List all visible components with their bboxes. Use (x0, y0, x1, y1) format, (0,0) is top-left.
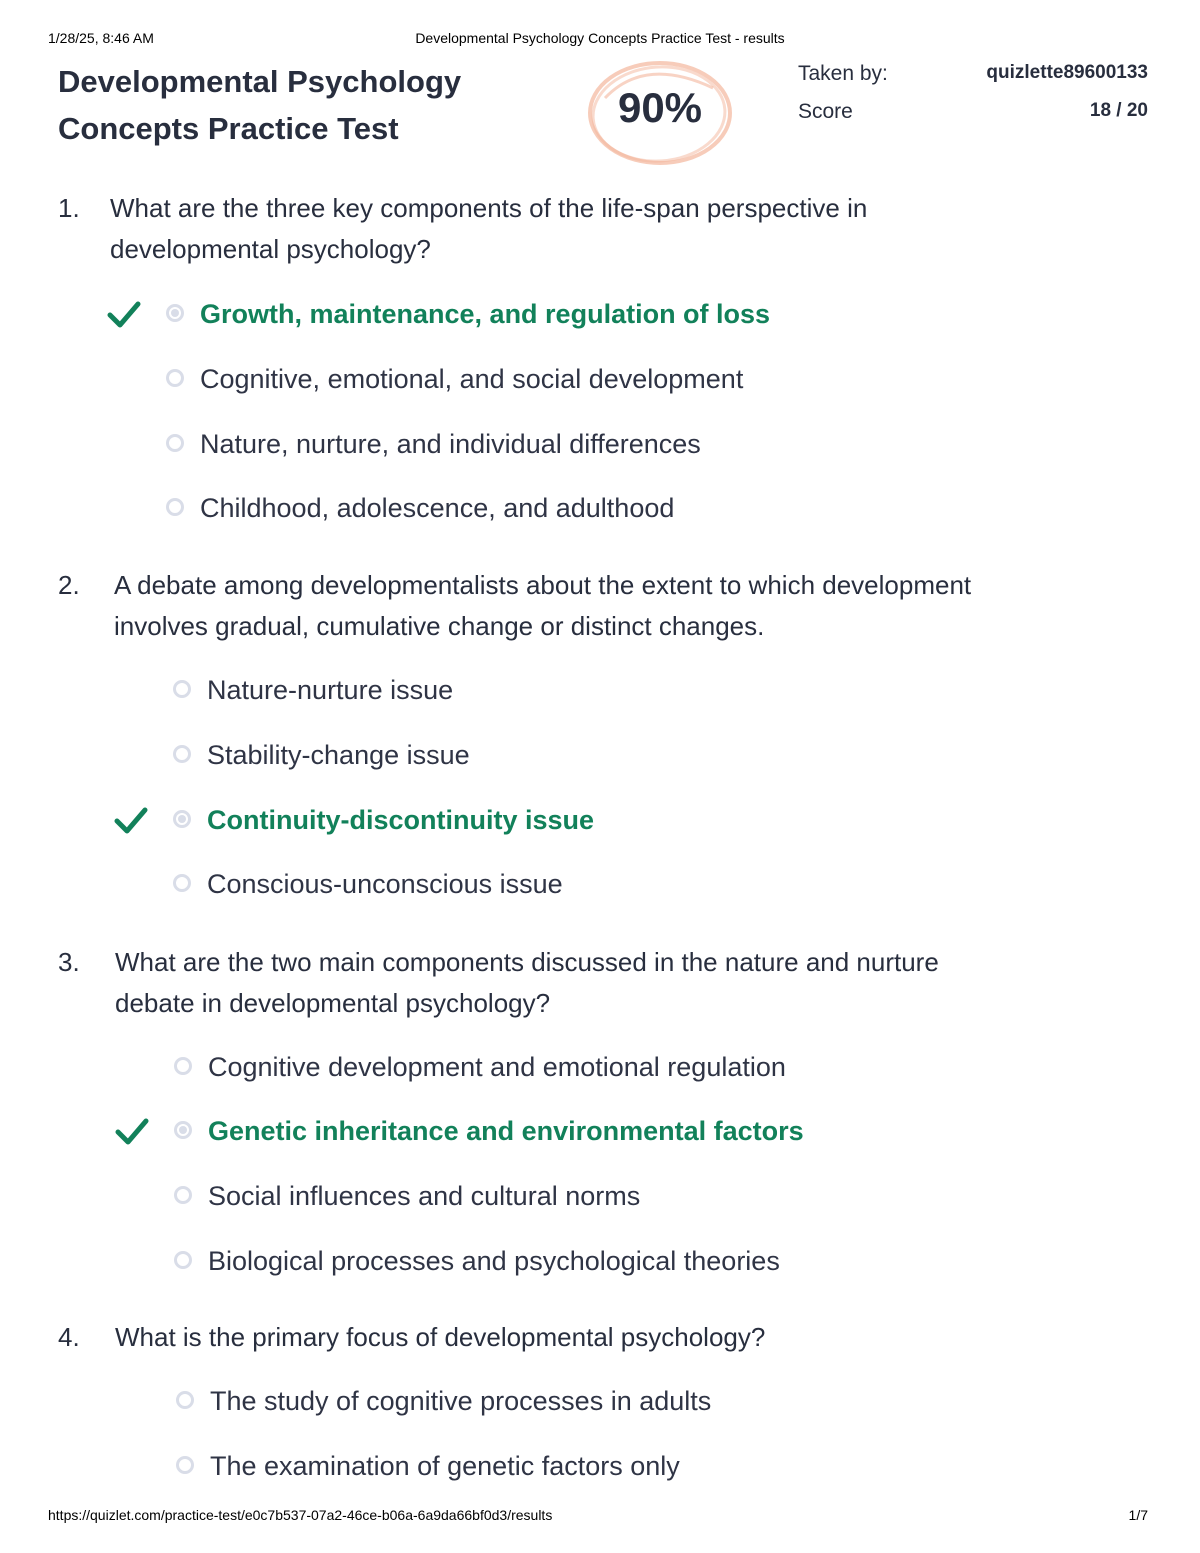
option-label: Childhood, adolescence, and adulthood (200, 493, 675, 523)
print-footer (0, 1507, 1200, 1527)
question-number: 1. (58, 193, 80, 223)
answer-option[interactable] (106, 359, 1106, 399)
check-icon (106, 294, 142, 334)
taken-by-row (798, 58, 1148, 96)
answer-option[interactable] (113, 800, 1113, 840)
quiz-title (58, 58, 558, 152)
print-page-number: 1/7 (1128, 1507, 1148, 1523)
quiz-title-line1: Developmental Psychology (58, 64, 462, 99)
answer-option[interactable] (113, 735, 1113, 775)
question-text-line1: What is the primary focus of developmental psychology? (115, 1322, 766, 1352)
question-text-line2: debate in developmental psychology? (115, 988, 551, 1018)
results-header (58, 58, 1148, 158)
question-number: 2. (58, 570, 80, 600)
option-label: The study of cognitive processes in adults (210, 1386, 712, 1416)
radio-button[interactable] (176, 1456, 194, 1474)
question-number: 4. (58, 1322, 80, 1352)
answer-option[interactable] (113, 864, 1113, 904)
question-text (114, 565, 1144, 647)
option-label: Cognitive development and emotional regulation (208, 1052, 786, 1082)
print-header (0, 30, 1200, 50)
taken-by-value: quizlette89600133 (986, 62, 1148, 83)
question-text-line2: involves gradual, cumulative change or distinct changes. (114, 611, 765, 641)
radio-button[interactable] (174, 1121, 192, 1139)
option-label: Continuity-discontinuity issue (207, 805, 595, 835)
score-value: 18 / 20 (1089, 100, 1148, 121)
answer-option[interactable] (114, 1047, 1114, 1087)
option-label: Cognitive, emotional, and social development (200, 364, 744, 394)
radio-button[interactable] (166, 304, 184, 322)
question-text (115, 942, 1145, 1024)
score-badge (585, 58, 735, 168)
radio-button[interactable] (173, 745, 191, 763)
question-text-line1: What are the three key components of the life-span perspective in (110, 193, 868, 223)
radio-button[interactable] (166, 369, 184, 387)
answer-option[interactable] (114, 1176, 1114, 1216)
score-label: Score (798, 100, 853, 123)
answer-option[interactable] (116, 1381, 1116, 1421)
answer-option[interactable] (116, 1446, 1116, 1486)
answer-option[interactable] (106, 424, 1106, 464)
option-label: Conscious-unconscious issue (207, 869, 563, 899)
question-text-line2: developmental psychology? (110, 234, 431, 264)
question-number: 3. (58, 947, 80, 977)
radio-button[interactable] (174, 1057, 192, 1075)
check-icon (113, 800, 149, 840)
radio-button[interactable] (173, 810, 191, 828)
answer-option[interactable] (113, 670, 1113, 710)
option-label: Biological processes and psychological theories (208, 1246, 780, 1276)
answer-option[interactable] (114, 1241, 1114, 1281)
radio-button[interactable] (166, 434, 184, 452)
radio-button[interactable] (174, 1186, 192, 1204)
option-label: Growth, maintenance, and regulation of loss (200, 299, 771, 329)
answer-option[interactable] (106, 294, 1106, 334)
quiz-title-line2: Concepts Practice Test (58, 111, 399, 146)
print-url: https://quizlet.com/practice-test/e0c7b537-07a2-46ce-b06a-6a9da66bf0d3/results (48, 1507, 553, 1523)
radio-button[interactable] (166, 498, 184, 516)
taken-by-label: Taken by: (798, 62, 888, 85)
radio-button[interactable] (173, 874, 191, 892)
print-page-title: Developmental Psychology Concepts Practice Test - results (415, 30, 785, 46)
print-datetime: 1/28/25, 8:46 AM (48, 30, 154, 46)
answer-option[interactable] (106, 488, 1106, 528)
option-label: Social influences and cultural norms (208, 1181, 641, 1211)
question-text-line1: A debate among developmentalists about the extent to which development (114, 570, 972, 600)
question-text-line1: What are the two main components discussed in the nature and nurture (115, 947, 939, 977)
question-text (115, 1317, 1145, 1358)
option-label: Genetic inheritance and environmental factors (208, 1116, 804, 1146)
check-icon (114, 1111, 150, 1151)
score-percent: 90% (617, 84, 703, 131)
option-label: Stability-change issue (207, 740, 470, 770)
radio-button[interactable] (174, 1251, 192, 1269)
answer-option[interactable] (114, 1111, 1114, 1151)
radio-button[interactable] (173, 680, 191, 698)
score-row (798, 96, 1148, 134)
option-label: Nature-nurture issue (207, 675, 454, 705)
option-label: The examination of genetic factors only (210, 1451, 680, 1481)
question-text (110, 188, 1140, 270)
option-label: Nature, nurture, and individual differences (200, 429, 701, 459)
radio-button[interactable] (176, 1391, 194, 1409)
